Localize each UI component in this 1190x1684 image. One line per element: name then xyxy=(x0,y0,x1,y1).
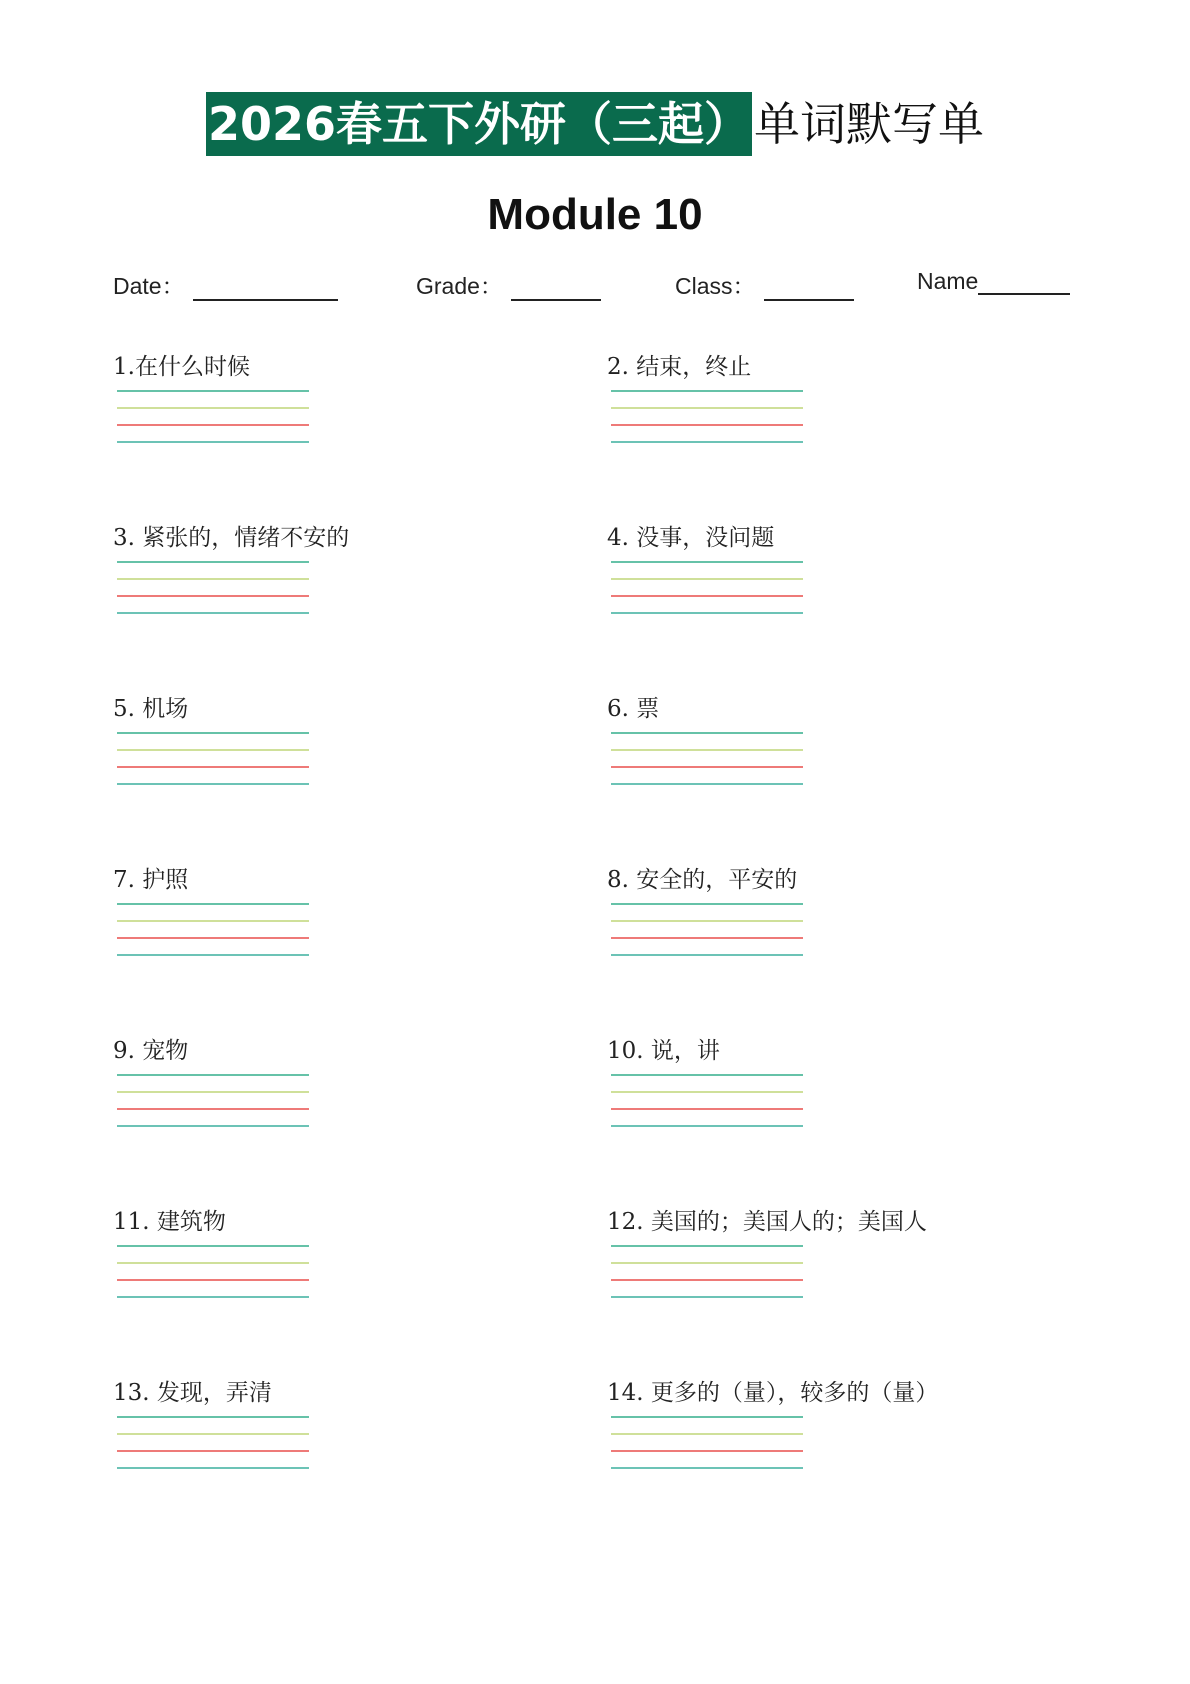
date-label: Date： xyxy=(113,273,185,299)
writing-line xyxy=(117,390,309,392)
date-field xyxy=(113,268,338,301)
item-label: 4. 没事，没问题 xyxy=(607,525,775,551)
writing-line xyxy=(117,1467,309,1469)
info-row xyxy=(113,268,1093,298)
writing-line xyxy=(611,441,803,443)
list-item xyxy=(607,352,1027,462)
item-label: 7. 护照 xyxy=(113,867,189,893)
list-item xyxy=(607,694,1027,804)
writing-line xyxy=(117,1416,309,1418)
writing-line xyxy=(117,783,309,785)
writing-line xyxy=(117,1262,309,1264)
writing-line xyxy=(117,903,309,905)
writing-lines[interactable] xyxy=(611,903,803,971)
writing-line xyxy=(117,424,309,426)
writing-line xyxy=(611,407,803,409)
writing-line xyxy=(611,1108,803,1110)
writing-line xyxy=(611,424,803,426)
writing-lines[interactable] xyxy=(117,390,309,458)
writing-line xyxy=(611,595,803,597)
list-item xyxy=(607,1378,1027,1488)
writing-line xyxy=(611,732,803,734)
writing-line xyxy=(611,766,803,768)
item-label: 1.在什么时候 xyxy=(113,354,250,380)
page-title xyxy=(0,92,1190,156)
item-label: 8. 安全的，平安的 xyxy=(607,867,798,893)
writing-lines[interactable] xyxy=(117,903,309,971)
writing-line xyxy=(611,920,803,922)
writing-lines[interactable] xyxy=(117,1245,309,1313)
writing-lines[interactable] xyxy=(117,1416,309,1484)
writing-line xyxy=(117,1296,309,1298)
item-label: 3. 紧张的，情绪不安的 xyxy=(113,525,350,551)
writing-line xyxy=(611,1450,803,1452)
writing-lines[interactable] xyxy=(611,561,803,629)
writing-line xyxy=(611,749,803,751)
writing-line xyxy=(611,954,803,956)
item-label: 9. 宠物 xyxy=(113,1038,189,1064)
writing-line xyxy=(611,561,803,563)
writing-line xyxy=(117,1245,309,1247)
writing-line xyxy=(611,390,803,392)
writing-line xyxy=(117,1279,309,1281)
module-title: Module 10 xyxy=(487,190,703,239)
list-item xyxy=(113,1207,533,1317)
writing-line xyxy=(117,1091,309,1093)
item-label: 6. 票 xyxy=(607,696,660,722)
writing-line xyxy=(611,937,803,939)
item-label: 2. 结束，终止 xyxy=(607,354,752,380)
list-item xyxy=(607,865,1027,975)
list-item xyxy=(113,865,533,975)
writing-line xyxy=(117,1108,309,1110)
list-item xyxy=(113,523,533,633)
writing-line xyxy=(117,578,309,580)
writing-line xyxy=(611,1279,803,1281)
writing-line xyxy=(117,1074,309,1076)
writing-line xyxy=(117,766,309,768)
writing-line xyxy=(117,920,309,922)
writing-line xyxy=(117,441,309,443)
writing-line xyxy=(611,1125,803,1127)
name-label: Name xyxy=(917,268,979,294)
writing-line xyxy=(611,1091,803,1093)
class-blank[interactable] xyxy=(764,275,854,301)
writing-line xyxy=(611,1245,803,1247)
writing-line xyxy=(117,1450,309,1452)
writing-line xyxy=(611,578,803,580)
item-label: 13. 发现，弄清 xyxy=(113,1380,272,1406)
writing-line xyxy=(117,749,309,751)
writing-line xyxy=(117,937,309,939)
writing-line xyxy=(611,903,803,905)
item-label: 14. 更多的（量），较多的（量） xyxy=(607,1380,939,1406)
writing-line xyxy=(117,732,309,734)
writing-line xyxy=(611,1416,803,1418)
name-blank[interactable] xyxy=(978,269,1070,295)
writing-lines[interactable] xyxy=(611,390,803,458)
title-rest: 单词默写单 xyxy=(754,97,985,151)
list-item xyxy=(113,1378,533,1488)
writing-lines[interactable] xyxy=(611,1416,803,1484)
list-item xyxy=(113,694,533,804)
writing-line xyxy=(117,612,309,614)
writing-line xyxy=(611,1074,803,1076)
grade-field xyxy=(416,268,601,301)
item-label: 5. 机场 xyxy=(113,696,189,722)
title-highlight: 2026春五下外研（三起） xyxy=(206,92,752,156)
writing-lines[interactable] xyxy=(117,1074,309,1142)
writing-line xyxy=(117,1433,309,1435)
name-field xyxy=(917,268,1070,295)
list-item xyxy=(113,1036,533,1146)
writing-line xyxy=(611,1262,803,1264)
item-label: 11. 建筑物 xyxy=(113,1209,226,1235)
writing-lines[interactable] xyxy=(117,732,309,800)
writing-line xyxy=(117,1125,309,1127)
class-field xyxy=(675,268,854,301)
writing-line xyxy=(611,783,803,785)
writing-lines[interactable] xyxy=(611,732,803,800)
writing-lines[interactable] xyxy=(611,1245,803,1313)
list-item xyxy=(113,352,533,462)
writing-line xyxy=(117,595,309,597)
writing-line xyxy=(611,1467,803,1469)
writing-line xyxy=(117,407,309,409)
class-label: Class： xyxy=(675,273,756,299)
grade-blank[interactable] xyxy=(511,275,601,301)
item-label: 12. 美国的；美国人的；美国人 xyxy=(607,1209,927,1235)
list-item xyxy=(607,523,1027,633)
writing-line xyxy=(117,954,309,956)
writing-line xyxy=(611,1296,803,1298)
item-label: 10. 说，讲 xyxy=(607,1038,720,1064)
writing-lines[interactable] xyxy=(611,1074,803,1142)
list-item xyxy=(607,1036,1027,1146)
writing-lines[interactable] xyxy=(117,561,309,629)
writing-line xyxy=(611,1433,803,1435)
writing-line xyxy=(611,612,803,614)
list-item xyxy=(607,1207,1027,1317)
grade-label: Grade： xyxy=(416,273,503,299)
date-blank[interactable] xyxy=(193,275,338,301)
writing-line xyxy=(117,561,309,563)
